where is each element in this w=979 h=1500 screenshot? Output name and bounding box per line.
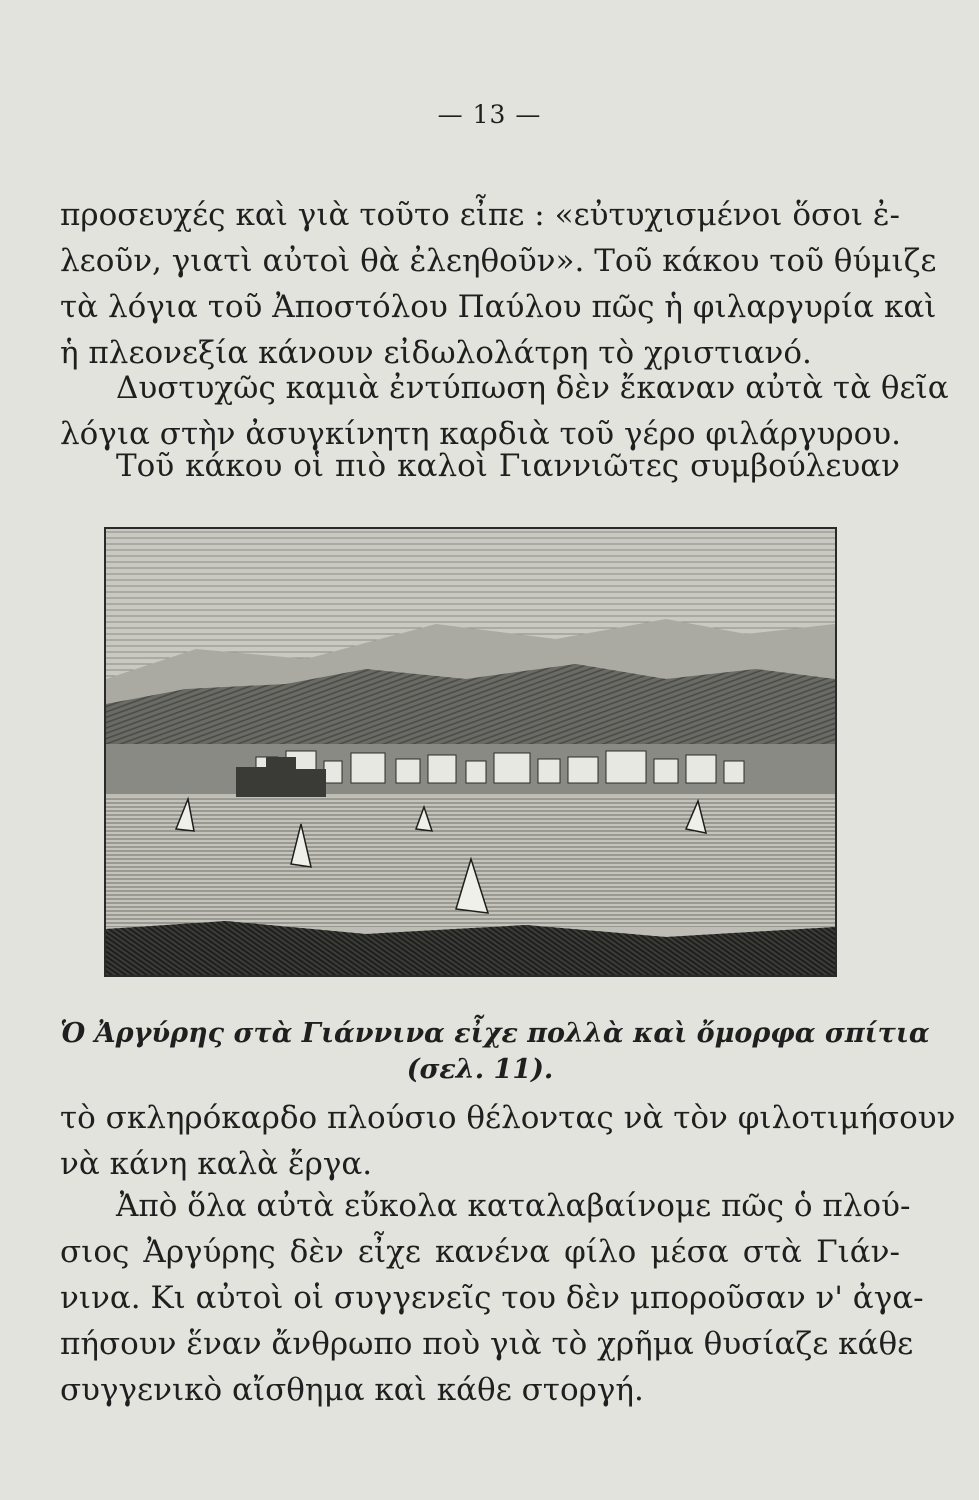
text-line: προσευχές καὶ γιὰ τοῦτο εἶπε : «εὐτυχισμένοι ὅσοι ἐ- xyxy=(60,197,900,233)
paragraph-5 xyxy=(60,1183,924,1413)
text-line: ἡ πλεονεξία κάνουν εἰδωλολάτρη τὸ χριστιανό. xyxy=(60,335,812,371)
paragraph-3 xyxy=(60,443,900,489)
text-line: συγγενικὸ αἴσθημα καὶ κάθε στοργή. xyxy=(60,1372,644,1408)
text-line: λεοῦν, γιατὶ αὐτοὶ θὰ ἐλεηθοῦν». Τοῦ κάκου τοῦ θύμιζε xyxy=(60,243,937,279)
text-line: νινα. Κι αὐτοὶ οἱ συγγενεῖς του δὲν μποροῦσαν ν' ἀγα- xyxy=(60,1280,924,1316)
paragraph-top xyxy=(60,192,937,376)
text-line: Τοῦ κάκου οἱ πιὸ καλοὶ Γιαννιῶτες συμβούλευαν xyxy=(116,448,900,484)
text-line: Ἀπὸ ὅλα αὐτὰ εὔκολα καταλαβαίνομε πῶς ὁ πλού- xyxy=(116,1188,911,1224)
figure-caption-page-ref: (σελ. 11). xyxy=(406,1054,554,1085)
text-line: λόγια στὴν ἀσυγκίνητη καρδιὰ τοῦ γέρο φιλάργυρου. xyxy=(60,416,901,452)
text-line: Δυστυχῶς καμιὰ ἐντύπωση δὲν ἔκαναν αὐτὰ τὰ θεῖα xyxy=(116,370,949,406)
figure-caption: Ὁ Ἀργύρης στὰ Γιάννινα εἶχε πολλὰ καὶ ὄμορφα σπίτια xyxy=(60,1018,930,1049)
engraving-illustration xyxy=(106,529,835,975)
page-number: — 13 — xyxy=(437,100,542,129)
text-line: πήσουν ἕναν ἄνθρωπο ποὺ γιὰ τὸ χρῆμα θυσίαζε κάθε xyxy=(60,1326,914,1362)
text-line: νὰ κάνη καλὰ ἔργα. xyxy=(60,1146,373,1182)
text-line: τὸ σκληρόκαρδο πλούσιο θέλοντας νὰ τὸν φιλοτιμήσουν xyxy=(60,1100,956,1136)
paragraph-4 xyxy=(60,1095,956,1187)
text-line: τὰ λόγια τοῦ Ἀποστόλου Παύλου πῶς ἡ φιλαργυρία καὶ xyxy=(60,289,937,325)
engraving-ioannina-lake xyxy=(104,527,837,977)
text-line: σιος Ἀργύρης δὲν εἶχε κανένα φίλο μέσα στὰ Γιάν- xyxy=(60,1234,900,1270)
